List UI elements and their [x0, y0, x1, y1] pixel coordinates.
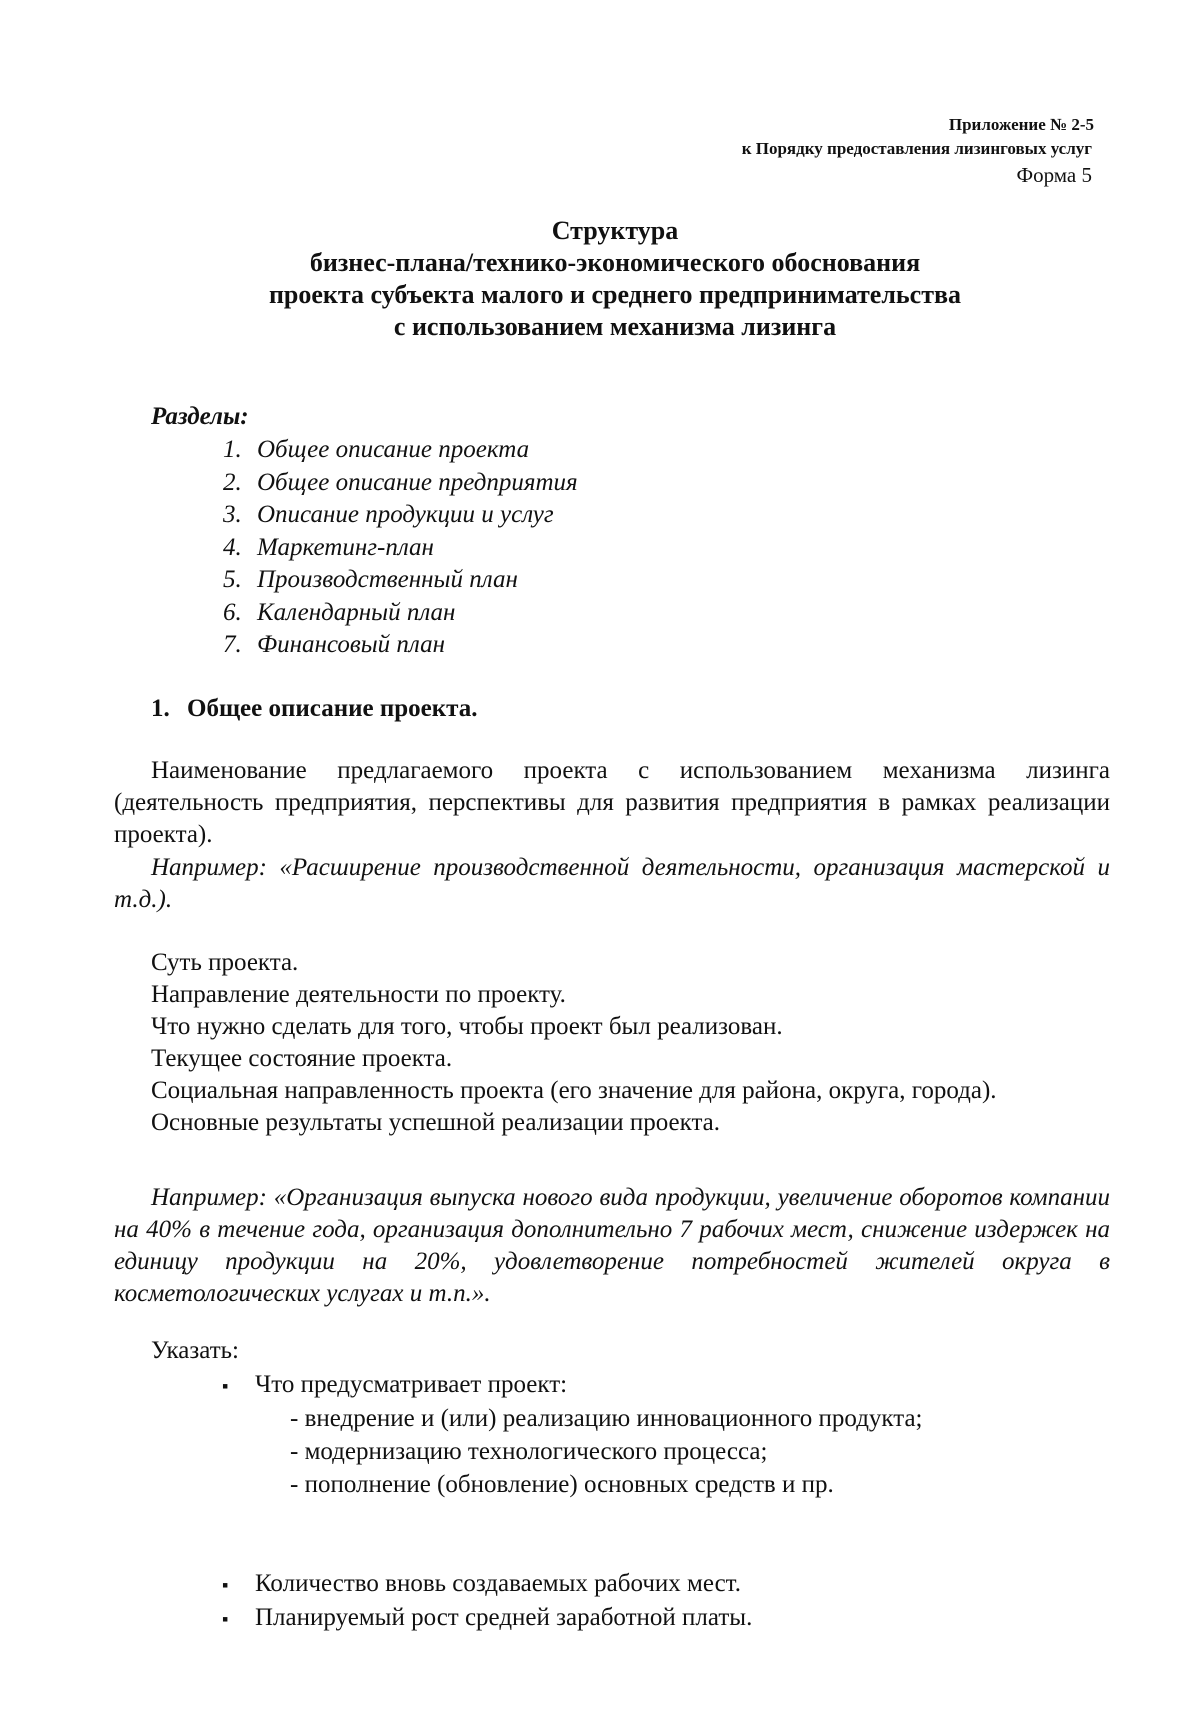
section-item — [223, 597, 578, 630]
gist-line: Социальная направленность проекта (его значение для района, округа, города). — [151, 1077, 997, 1104]
section-item — [223, 467, 578, 500]
square-bullet-icon: ▪ — [222, 1575, 229, 1595]
bullet-item — [222, 1369, 567, 1402]
section-item-number: 4. — [223, 533, 242, 561]
gist-line: Что нужно сделать для того, чтобы проект был реализован. — [151, 1013, 783, 1040]
section-item-label: Производственный план — [257, 566, 518, 593]
section-item-label: Маркетинг-план — [257, 533, 434, 561]
annex-number: Приложение № 2-5 — [948, 115, 1094, 134]
specify-label: Указать: — [151, 1337, 239, 1364]
bullet-item-text: Что предусматривает проект: — [255, 1371, 568, 1398]
section-item-label: Общее описание предприятия — [257, 468, 578, 496]
sub-item: - модернизацию технологического процесса; — [290, 1438, 768, 1465]
square-bullet-icon: ▪ — [222, 1376, 229, 1396]
sub-item: - внедрение и (или) реализацию инновационного продукта; — [290, 1405, 923, 1432]
sub-item: - пополнение (обновление) основных средств и пр. — [290, 1471, 834, 1498]
section-item — [223, 532, 578, 565]
section-item-number: 1. — [223, 436, 242, 463]
sub-item-list — [290, 1402, 923, 1501]
sections-heading: Разделы: — [151, 403, 249, 430]
section-1-heading — [151, 694, 478, 724]
bullet-item-text: Количество вновь создаваемых рабочих мест. — [255, 1570, 741, 1597]
section-item-label: Финансовый план — [257, 631, 446, 658]
square-bullet-icon: ▪ — [222, 1609, 229, 1629]
bullet-item — [222, 1568, 741, 1601]
title-line: Структура — [551, 216, 679, 245]
project-gist-list — [151, 947, 1111, 1139]
title-line: проекта субъекта малого и среднего предпринимательства — [268, 280, 962, 309]
title-line: с использованием механизма лизинга — [393, 312, 837, 341]
section-item — [223, 564, 578, 597]
example-paragraph-1: Например: «Расширение производственной деятельности, организация мастерской и т.д.). — [114, 854, 1110, 913]
section-item — [223, 434, 578, 467]
example-paragraph-2: Например: «Организация выпуска нового вида продукции, увеличение оборотов компании на 40% в течение года, организация дополнительно 7 рабочих мест, снижение издержек на единицу продукции на 20%, удовлетворение потребностей жителей округа в косметологических услугах и т.п.». — [114, 1184, 1110, 1307]
section-1-title: Общее описание проекта. — [187, 695, 478, 722]
bullet-item — [222, 1602, 752, 1635]
annex-order-reference: к Порядку предоставления лизинговых услуг — [741, 139, 1092, 158]
section-item-number: 3. — [223, 501, 242, 528]
project-name-paragraph: Наименование предлагаемого проекта с использованием механизма лизинга (деятельность предприятия, перспективы для развития предприятия в рамках реализации проекта). — [114, 757, 1110, 848]
section-item-number: 5. — [223, 566, 242, 593]
gist-line: Суть проекта. — [151, 949, 299, 976]
document-title — [150, 215, 1080, 343]
section-item-label: Общее описание проекта — [257, 436, 530, 463]
section-item — [223, 499, 578, 532]
section-1-number: 1. — [151, 695, 170, 722]
title-line: бизнес-плана/технико-экономического обоснования — [309, 248, 921, 277]
section-item-label: Описание продукции и услуг — [257, 501, 554, 528]
section-item — [223, 629, 578, 662]
gist-line: Текущее состояние проекта. — [151, 1045, 453, 1072]
sections-list — [223, 434, 578, 662]
bullet-item-text: Планируемый рост средней заработной платы. — [255, 1604, 753, 1631]
section-item-number: 6. — [223, 598, 242, 626]
form-number: Форма 5 — [1016, 163, 1092, 187]
section-item-number: 2. — [223, 468, 242, 496]
section-item-number: 7. — [223, 631, 242, 658]
gist-line: Основные результаты успешной реализации проекта. — [151, 1109, 721, 1136]
section-item-label: Календарный план — [257, 598, 456, 626]
gist-line: Направление деятельности по проекту. — [151, 981, 566, 1008]
